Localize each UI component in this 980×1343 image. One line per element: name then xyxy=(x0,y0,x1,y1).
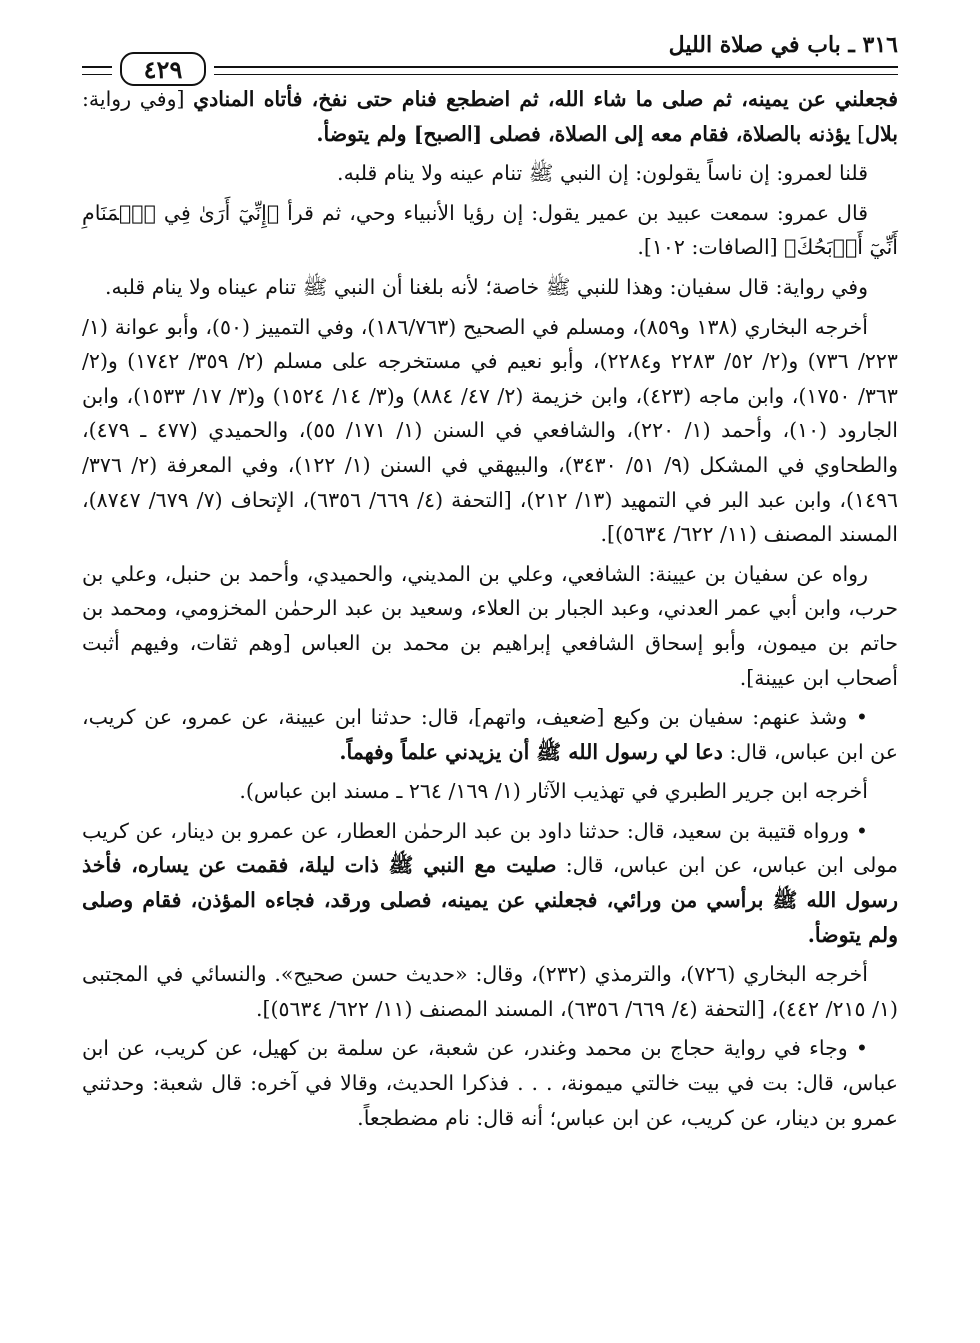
body-text xyxy=(82,82,898,1135)
paragraph xyxy=(82,557,898,695)
paragraph xyxy=(82,82,898,151)
header-rule xyxy=(214,74,898,75)
bold-text-run: صليت مع النبي ﷺ ذات ليلة، فقمت عن يساره، فأخذ رسول الله ﷺ برأسي من ورائي، فجعلني عن يمينه، فصلى ورقد، فجاءه المؤذن، فقام وصلى ولم يتوضأ. xyxy=(82,853,898,947)
text-run: وفي رواية: قال سفيان: وهذا للنبي ﷺ خاصة؛ لأنه بلغنا أن النبي ﷺ تنام عيناه ولا ينام قلبه. xyxy=(104,274,868,299)
text-run: رواه عن سفيان بن عيينة: الشافعي، وعلي بن المديني، والحميدي، وأحمد بن حنبل، وعلي بن حرب، وابن أبي عمر العدني، وعبد الجبار بن العلاء، وسعيد بن عبد الرحمٰن المخزومي، ومحمد بن حاتم بن ميمون، وأبو إسحاق الشافعي إبراهيم بن محمد بن العباس [وهم ثقات، وفيهم أثبت أصحاب ابن عيينة]. xyxy=(82,561,898,690)
text-run: ] xyxy=(850,121,866,146)
bold-text-run: بلال xyxy=(865,121,898,146)
text-run: أخرجه البخاري (١٣٨ و٨٥٩)، ومسلم في الصحيح (١٨٦/٧٦٣)، وفي التمييز (٥٠)، وأبو عوانة (١/ ٢٢٣/ ٧٣٦) و(٢/ ٥٢/ ٢٢٨٣ و٢٢٨٤)، وأبو نعيم في مستخرجه على مسلم (٢/ ٣٥٩/ ١٧٤٢) و(٢/ ٣٦٣/ ١٧٥٠)، وابن ماجه (٤٢٣)، وابن خزيمة (٢/ ٤٧/ ٨٨٤) و(٣/ ١٤/ ١٥٢٤) و(٣/ ١٧/ ١٥٣٣)، وابن الجارود (١٠)، وأحمد (١/ ٢٢٠)، والشافعي في السنن (١/ ١٧١/ ٥٥)، والحميدي (٤٧٧ ـ ٤٧٩)، والطحاوي في المشكل (٩/ ٥١/ ٣٤٣٠)، والبيهقي في السنن (١/ ١٢٢)، وفي المعرفة (٢/ ٣٧٦/ ١٤٩٦)، وابن عبد البر في التمهيد (١٣/ ٢١٢)، [التحفة (٤/ ٦٦٩/ ٦٣٥٦)، الإتحاف (٧/ ٦٧٩/ ٨٧٤٧)، المسند المصنف (١١/ ٦٢٢/ ٥٦٣٤)]. xyxy=(82,314,898,547)
header-rule xyxy=(82,74,112,75)
page-number: ٤٢٩ xyxy=(120,52,206,86)
paragraph xyxy=(82,196,898,265)
paragraph xyxy=(82,156,898,191)
paragraph xyxy=(82,270,898,305)
bold-text-run: فجعلني عن يمينه، ثم صلى ما شاء الله، ثم اضطجع فنام حتى نفخ، فأتاه المنادي xyxy=(193,87,899,111)
text-run: [وفي رواية: xyxy=(82,87,194,111)
paragraph xyxy=(82,1031,898,1135)
paragraph xyxy=(82,814,898,952)
text-run: • وجاء في رواية حجاج بن محمد وغندر، عن شعبة، عن سلمة بن كهيل، عن كريب، عن ابن عباس، قال: بت في بيت خالتي ميمونة، . . . فذكرا الحديث، وقالا في آخره: قال شعبة: وحدثني عمرو بن دينار، عن كريب، عن ابن عباس؛ أنه قال: نام مضطجعاً. xyxy=(82,1036,898,1130)
text-run: قال عمرو: سمعت عبيد بن عمير يقول: إن رؤيا الأنبياء وحي، ثم قرأ ﴿إِنِّيٓ أَرَىٰ فِي ٱلۡمَنَامِ أَنِّيٓ أَذۡبَحُكَ﴾ [الصافات: ١٠٢]. xyxy=(82,200,898,260)
text-run: قلنا لعمرو: إن ناساً يقولون: إن النبي ﷺ تنام عينه ولا ينام قلبه. xyxy=(337,161,868,186)
bold-text-run: يؤذنه بالصلاة، فقام معه إلى الصلاة، فصلى [الصبح] ولم يتوضأ. xyxy=(316,121,851,146)
header-rule xyxy=(214,66,898,68)
paragraph xyxy=(82,310,898,552)
header-rule xyxy=(82,66,112,68)
page-header xyxy=(82,22,898,82)
text-run: • ورواه قتيبة بن سعيد، قال: حدثنا داود بن عبد الرحمٰن العطار، عن عمرو بن دينار، عن كريب مولى ابن عباس، عن ابن عباس، قال: xyxy=(82,818,898,878)
chapter-title: ٣١٦ ـ باب في صلاة الليل xyxy=(668,32,898,58)
paragraph xyxy=(82,957,898,1026)
paragraph xyxy=(82,700,898,769)
text-run: أخرجه البخاري (٧٢٦)، والترمذي (٢٣٢)، وقال: «حديث حسن صحيح». والنسائي في المجتبى (١/ ٢١٥/ ٤٤٢)، [التحفة (٤/ ٦٦٩/ ٦٣٥٦)، المسند المصنف (١١/ ٦٢٢/ ٥٦٣٤)]. xyxy=(82,962,898,1021)
bold-text-run: دعا لي رسول الله ﷺ أن يزيدني علماً وفهماً. xyxy=(339,739,723,764)
text-run: أخرجه ابن جرير الطبري في تهذيب الآثار (١/ ١٦٩/ ٢٦٤ ـ مسند ابن عباس). xyxy=(239,779,868,804)
paragraph xyxy=(82,774,898,809)
text-run: • وشذ عنهم: سفيان بن وكيع [ضعيف، واتهم]، قال: حدثنا ابن عيينة، عن عمرو، عن كريب، عن ابن عباس، قال: xyxy=(82,705,898,764)
